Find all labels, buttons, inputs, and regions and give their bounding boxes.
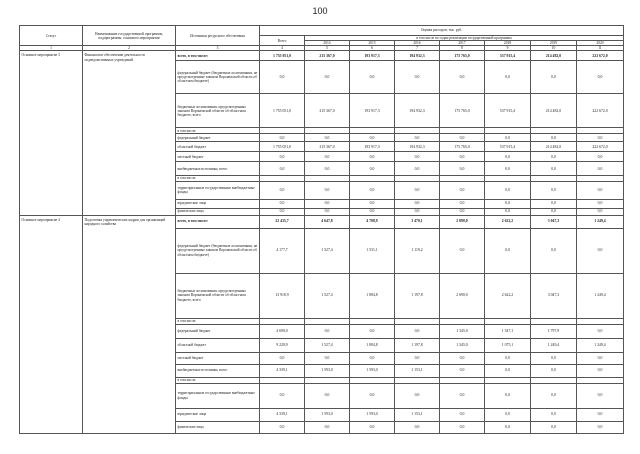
value-year: 0,0 (350, 152, 395, 162)
header-column-index: 4 (260, 46, 305, 51)
value-year: 1 884,8 (350, 273, 395, 318)
funding-source: физические лица (176, 208, 260, 215)
value-year: 537 915,4 (485, 142, 531, 152)
value-year: 0,0 (485, 352, 531, 364)
value-year: 1 249,4 (577, 273, 624, 318)
value-year: 0,0 (485, 208, 531, 215)
value-year: 0,0 (395, 383, 440, 408)
header-program-name: Наименование государственной программы, подпрограммы, основного мероприятия (83, 26, 176, 46)
value-year: 0,0 (577, 162, 624, 176)
value-year: 0,0 (577, 324, 624, 338)
value-year: 0,0 (485, 421, 531, 433)
value-year: 0,0 (305, 352, 350, 364)
value-year: 0,0 (531, 61, 577, 94)
header-column-index: 1 (20, 46, 83, 51)
value-year: 2 690,0 (440, 273, 485, 318)
header-year-2019: 2019 (531, 41, 577, 46)
value-year: 0,0 (485, 383, 531, 408)
value-year: 1 249,4 (577, 338, 624, 352)
value-year: 0,0 (577, 364, 624, 377)
value-total: 4 177,7 (260, 228, 305, 273)
value-year: 1 527,4 (305, 228, 350, 273)
value-year: 1 345,0 (440, 338, 485, 352)
value-year: 0,0 (305, 324, 350, 338)
value-year: 0,0 (395, 324, 440, 338)
value-total: 0,0 (260, 61, 305, 94)
value-year: 0,0 (531, 352, 577, 364)
funding-source: в том числе: (176, 377, 260, 383)
value-year: 1 527,4 (305, 273, 350, 318)
funding-source: бюджетные ассигнования, предусмотренные законом Воронежской области об областном бюджете, всего (176, 94, 260, 128)
value-total: 4 339,1 (260, 408, 305, 421)
value-year: 0,0 (577, 61, 624, 94)
header-column-index: 11 (577, 46, 624, 51)
value-year: 1 531,1 (350, 228, 395, 273)
value-year: 0,0 (395, 162, 440, 176)
value-year: 222 672,0 (577, 51, 624, 61)
value-year: 0,0 (350, 199, 395, 208)
funding-source: территориальные государственные внебюджетные фонды (176, 181, 260, 199)
value-year: 0,0 (305, 61, 350, 94)
value-year: 222 672,0 (577, 94, 624, 128)
value-year: 0,0 (531, 181, 577, 199)
funding-source: федеральный бюджет (бюджетные ассигнования, не предусмотренные законом Воронежской области об областном бюджете) (176, 228, 260, 273)
value-total: 4 339,1 (260, 364, 305, 377)
value-year: 0,0 (305, 134, 350, 142)
value-year: 0,0 (305, 421, 350, 433)
funding-source: юридические лица (176, 408, 260, 421)
section-name: Финансовое обеспечение деятельности подведомственных учреждений (83, 51, 176, 215)
value-year: 0,0 (440, 383, 485, 408)
value-year: 1 797,9 (531, 324, 577, 338)
value-year: 193 917,3 (350, 94, 395, 128)
value-year: 1 249,4 (577, 215, 624, 228)
table-row (20, 51, 624, 61)
value-year: 0,0 (577, 352, 624, 364)
value-year: 0,0 (440, 421, 485, 433)
value-total: 4 690,0 (260, 324, 305, 338)
value-year: 194 932,3 (395, 142, 440, 152)
header-estimate: Оценка расходов, тыс. руб. (260, 26, 624, 36)
value-year: 175 765,0 (440, 142, 485, 152)
funding-source: физические лица (176, 421, 260, 433)
value-year: 3 470,1 (395, 215, 440, 228)
value-year: 0,0 (440, 408, 485, 421)
funding-source: в том числе: (176, 128, 260, 134)
value-year: 0,0 (305, 181, 350, 199)
funding-source: федеральный бюджет (176, 324, 260, 338)
value-year: 1 547,1 (485, 324, 531, 338)
value-year: 0,0 (350, 134, 395, 142)
funding-source: бюджетные ассигнования, предусмотренные законом Воронежской области об областном бюджете, всего (176, 273, 260, 318)
value-year: 1 593,0 (350, 408, 395, 421)
value-year: 0,0 (440, 134, 485, 142)
header-total: Всего (260, 36, 305, 46)
value-total: 13 918,9 (260, 273, 305, 318)
page-number: 100 (312, 6, 328, 16)
header-year-2016: 2016 (395, 41, 440, 46)
value-year: 0,0 (395, 199, 440, 208)
value-year: 0,0 (531, 408, 577, 421)
header-column-index: 10 (531, 46, 577, 51)
value-year: 0,0 (350, 181, 395, 199)
value-year: 215 367,0 (305, 94, 350, 128)
value-total: 0,0 (260, 162, 305, 176)
value-total: 9 228,9 (260, 338, 305, 352)
value-year: 0,0 (350, 421, 395, 433)
header-year-2020: 2020 (577, 41, 624, 46)
section-name: Подготовка управленческих кадров для организаций народного хозяйства (83, 215, 176, 433)
value-year: 1 527,4 (305, 338, 350, 352)
value-year: 0,0 (350, 61, 395, 94)
value-total: 0,0 (260, 383, 305, 408)
value-year: 0,0 (305, 162, 350, 176)
header-year-2014: 2014 (305, 41, 350, 46)
value-year: 1 153,1 (395, 364, 440, 377)
value-year: 0,0 (350, 208, 395, 215)
funding-source: юридические лица (176, 199, 260, 208)
value-year: 0,0 (577, 421, 624, 433)
value-year: 0,0 (350, 352, 395, 364)
value-year: 0,0 (305, 383, 350, 408)
value-year: 0,0 (531, 364, 577, 377)
value-year: 0,0 (305, 152, 350, 162)
value-year: 222 672,0 (577, 142, 624, 152)
value-year: 215 367,0 (305, 142, 350, 152)
value-year: 0,0 (440, 208, 485, 215)
value-year: 0,0 (577, 152, 624, 162)
funding-source: территориальные государственные внебюджетные фонды (176, 383, 260, 408)
value-year: 0,0 (440, 61, 485, 94)
value-total: 0,0 (260, 352, 305, 364)
value-year: 0,0 (531, 134, 577, 142)
header-column-index: 8 (440, 46, 485, 51)
value-year: 0,0 (485, 199, 531, 208)
header-column-index: 6 (350, 46, 395, 51)
value-total: 0,0 (260, 134, 305, 142)
funding-source: местный бюджет (176, 352, 260, 364)
value-year: 0,0 (350, 162, 395, 176)
value-total: 1 755 051,0 (260, 142, 305, 152)
header-column-index: 2 (83, 46, 176, 51)
value-year: 0,0 (395, 181, 440, 199)
value-year: 3 047,3 (531, 215, 577, 228)
value-total: 1 755 051,0 (260, 94, 305, 128)
funding-source: в том числе: (176, 318, 260, 324)
value-year: 194 932,3 (395, 94, 440, 128)
value-year: 0,0 (485, 181, 531, 199)
value-year: 0,0 (440, 181, 485, 199)
header-year-2015: 2015 (350, 41, 395, 46)
value-year: 4 708,9 (350, 215, 395, 228)
value-year: 0,0 (531, 199, 577, 208)
header-column-index: 7 (395, 46, 440, 51)
funding-source: федеральный бюджет (176, 134, 260, 142)
funding-source: федеральный бюджет (бюджетные ассигнования, не предусмотренные законом Воронежской области об областном бюджете) (176, 61, 260, 94)
value-year: 0,0 (485, 162, 531, 176)
table-row (20, 215, 624, 228)
header-column-index: 3 (176, 46, 260, 51)
value-year: 0,0 (577, 408, 624, 421)
value-total: 1 755 051,0 (260, 51, 305, 61)
value-total: 0,0 (260, 181, 305, 199)
value-year: 0,0 (485, 364, 531, 377)
value-year: 0,0 (485, 152, 531, 162)
funding-source: всего, в том числе: (176, 215, 260, 228)
value-year: 0,0 (440, 364, 485, 377)
value-year: 1 153,1 (395, 408, 440, 421)
budget-table (19, 25, 624, 434)
funding-source: областной бюджет (176, 142, 260, 152)
value-year: 0,0 (531, 228, 577, 273)
value-year: 0,0 (440, 228, 485, 273)
value-year: 214 482,0 (531, 142, 577, 152)
value-year: 0,0 (395, 152, 440, 162)
value-year: 537 915,4 (485, 51, 531, 61)
value-year: 0,0 (350, 383, 395, 408)
value-year: 2 622,2 (485, 215, 531, 228)
value-year: 0,0 (531, 162, 577, 176)
value-year: 175 765,0 (440, 51, 485, 61)
value-year: 1 249,4 (531, 338, 577, 352)
value-year: 215 367,0 (305, 51, 350, 61)
value-year: 1 197,8 (395, 338, 440, 352)
value-year: 0,0 (577, 134, 624, 142)
section-status: Основное мероприятие 4 (20, 215, 83, 433)
value-year: 0,0 (395, 61, 440, 94)
header-column-index: 9 (485, 46, 531, 51)
value-year: 0,0 (305, 199, 350, 208)
value-year: 0,0 (395, 208, 440, 215)
value-year: 1 345,0 (440, 324, 485, 338)
value-year: 0,0 (577, 228, 624, 273)
header-status: Статус (20, 26, 83, 46)
value-year: 0,0 (485, 408, 531, 421)
value-year: 175 765,0 (440, 94, 485, 128)
value-year: 0,0 (577, 181, 624, 199)
value-year: 0,0 (395, 352, 440, 364)
header-column-index: 5 (305, 46, 350, 51)
header-including-by-years: в том числе по годам реализации государственной программы (305, 36, 624, 41)
value-total: 22 435,7 (260, 215, 305, 228)
value-year: 1 593,0 (350, 364, 395, 377)
section-status: Основное мероприятие 3 (20, 51, 83, 215)
funding-source: всего, в том числе: (176, 51, 260, 61)
value-year: 0,0 (395, 134, 440, 142)
value-year: 1 075,1 (485, 338, 531, 352)
value-year: 214 482,0 (531, 94, 577, 128)
value-year: 0,0 (440, 352, 485, 364)
value-year: 0,0 (577, 383, 624, 408)
header-source: Источники ресурсного обеспечения (176, 26, 260, 46)
value-year: 0,0 (305, 208, 350, 215)
value-year: 214 482,0 (531, 51, 577, 61)
funding-source: в том числе: (176, 176, 260, 181)
value-year: 2 890,0 (440, 215, 485, 228)
value-year: 0,0 (577, 208, 624, 215)
funding-source: внебюджетные источники, всего (176, 364, 260, 377)
value-year: 2 622,2 (485, 273, 531, 318)
value-total: 0,0 (260, 199, 305, 208)
value-year: 3 047,3 (531, 273, 577, 318)
value-year: 1 119,2 (395, 228, 440, 273)
value-year: 1 593,0 (305, 408, 350, 421)
value-year: 0,0 (531, 208, 577, 215)
funding-source: областной бюджет (176, 338, 260, 352)
header-year-2018: 2018 (485, 41, 531, 46)
value-year: 0,0 (577, 199, 624, 208)
funding-source: местный бюджет (176, 152, 260, 162)
value-year: 4 647,8 (305, 215, 350, 228)
value-year: 0,0 (440, 162, 485, 176)
value-year: 1 593,0 (305, 364, 350, 377)
value-year: 194 932,3 (395, 51, 440, 61)
value-year: 1 197,8 (395, 273, 440, 318)
funding-source: внебюджетные источники, всего (176, 162, 260, 176)
value-total: 0,0 (260, 421, 305, 433)
value-total: 0,0 (260, 152, 305, 162)
value-year: 0,0 (531, 383, 577, 408)
value-year: 193 917,3 (350, 51, 395, 61)
value-year: 193 917,3 (350, 142, 395, 152)
value-year: 0,0 (350, 324, 395, 338)
value-year: 0,0 (531, 421, 577, 433)
value-year: 0,0 (440, 199, 485, 208)
value-year: 537 915,4 (485, 94, 531, 128)
value-year: 1 884,8 (350, 338, 395, 352)
value-year: 0,0 (485, 228, 531, 273)
value-year: 0,0 (485, 134, 531, 142)
header-year-2017: 2017 (440, 41, 485, 46)
value-year: 0,0 (485, 61, 531, 94)
value-year: 0,0 (395, 421, 440, 433)
value-year: 0,0 (440, 152, 485, 162)
value-year: 0,0 (531, 152, 577, 162)
value-total: 0,0 (260, 208, 305, 215)
